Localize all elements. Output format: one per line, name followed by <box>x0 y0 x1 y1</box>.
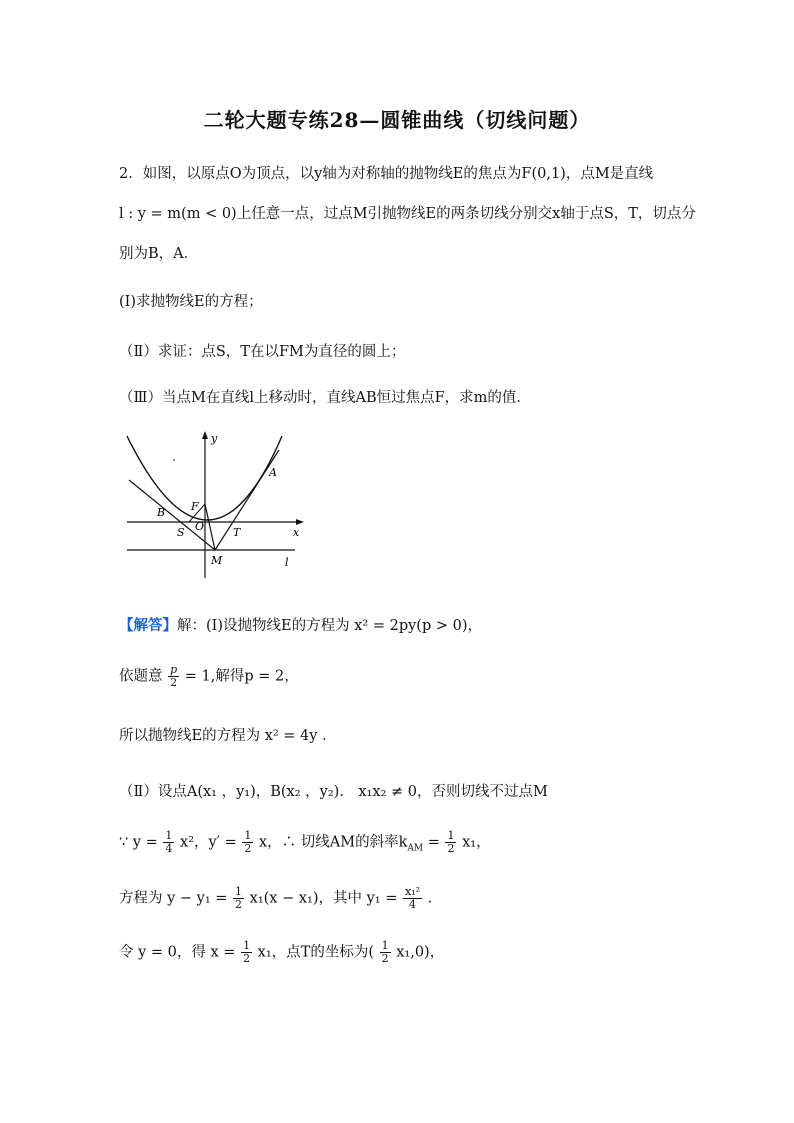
solution-l6c: ． <box>427 890 443 907</box>
solution-l5d: = <box>427 834 440 851</box>
fraction-1-2-a: $\frac{1}{2}$ <box>244 829 252 855</box>
x-axis-arrow <box>296 519 304 525</box>
fraction-1-2-b: $\frac{1}{2}$ <box>447 829 455 855</box>
label-b: B <box>157 506 166 519</box>
problem-part-1: (I)求抛物线E的方程； <box>119 294 263 310</box>
solution-line-3: 所以抛物线E的方程为 x² = 4y ． <box>119 728 337 744</box>
solution-l2b: = 1,解得p = 2， <box>184 668 299 685</box>
solution-l5b: x²，y′ = <box>180 834 237 851</box>
problem-line-1: 2．如图，以原点O为顶点，以y轴为对称轴的抛物线E的焦点为F(0,1)，点M是直线 <box>119 166 654 182</box>
solution-l5c: x，∴ 切线AM的斜率k <box>258 834 408 851</box>
solution-l2a: 依题意 <box>119 668 163 685</box>
tangent-ma <box>215 450 279 550</box>
problem-line-2: l : y = m(m < 0)上任意一点，过点M引抛物线E的两条切线分别交x轴于点S，T，切点分 <box>119 206 696 222</box>
parabola-diagram <box>119 428 309 580</box>
problem-part-3: （Ⅲ）当点M在直线l上移动时，直线AB恒过焦点F，求m的值． <box>119 390 531 406</box>
label-t: T <box>233 526 241 539</box>
fraction-x1sq-4: $\frac{\text{x₁²}}{4}$ <box>404 885 421 911</box>
problem-line-3: 别为B，A． <box>119 246 199 262</box>
solution-l7c: x₁,0)， <box>396 944 445 961</box>
solution-tag: 【解答】 <box>119 617 177 634</box>
fraction-1-2-d: $\frac{1}{2}$ <box>243 939 251 965</box>
tangent-mb <box>129 480 215 550</box>
solution-l5e: x₁， <box>462 834 491 851</box>
parabola-figure <box>119 428 309 580</box>
label-x: x <box>293 526 300 539</box>
solution-l7b: x₁，点T的坐标为( <box>257 944 374 961</box>
label-y: y <box>211 432 218 445</box>
fraction-1-2-c: $\frac{1}{2}$ <box>235 885 243 911</box>
solution-line-1 <box>119 614 482 635</box>
label-a: A <box>269 466 277 479</box>
fraction-1-4: $\frac{1}{4}$ <box>165 829 173 855</box>
label-m: M <box>211 554 223 567</box>
fraction-1-2-e: $\frac{1}{2}$ <box>381 939 389 965</box>
solution-l7a: 令 y = 0，得 x = <box>119 944 236 961</box>
solution-line-5 <box>119 830 491 855</box>
label-o: O <box>195 520 205 533</box>
solution-line-4: （Ⅱ）设点A(x₁ ，y₁)，B(x₂ ，y₂)． x₁x₂ ≠ 0，否则切线不过点M <box>119 784 548 800</box>
dot-mark <box>173 459 175 461</box>
subscript-am: AM <box>407 843 424 854</box>
solution-l5a: ∵ y = <box>119 834 158 851</box>
solution-l6a: 方程为 y − y₁ = <box>119 890 228 907</box>
problem-part-2: （Ⅱ）求证：点S，T在以FM为直径的圆上； <box>119 344 406 360</box>
y-axis-arrow <box>202 431 208 439</box>
solution-line-6 <box>119 886 442 911</box>
solution-line-7 <box>119 940 444 965</box>
label-l: l <box>285 556 289 569</box>
solution-l1: 解：(I)设抛物线E的方程为 x² = 2py(p > 0)， <box>177 618 482 634</box>
page-title: 二轮大题专练28—圆锥曲线（切线问题） <box>203 108 591 132</box>
fraction-p-2: $\frac{p}{2}$ <box>170 663 178 689</box>
label-f: F <box>191 500 199 513</box>
solution-line-2 <box>119 664 299 689</box>
solution-l6b: x₁(x − x₁)，其中 y₁ = <box>249 890 398 907</box>
label-s: S <box>177 526 185 539</box>
